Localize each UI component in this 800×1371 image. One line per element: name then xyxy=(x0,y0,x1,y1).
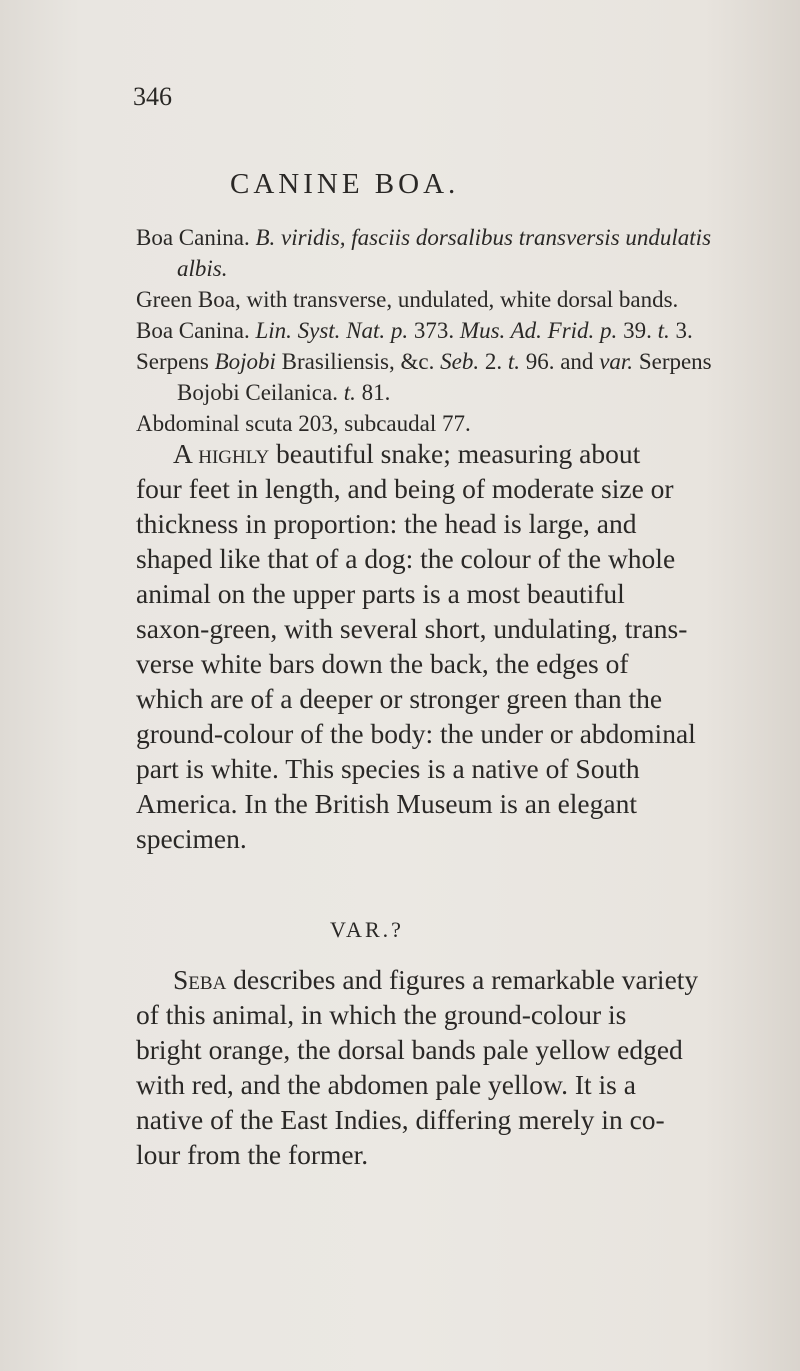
body-text: part is white. This species is a native of South xyxy=(136,753,640,784)
synonymy-line xyxy=(136,346,786,377)
text-line xyxy=(136,506,800,541)
body-text: ground-colour of the body: the under or abdominal xyxy=(136,718,696,749)
variety-paragraph xyxy=(136,962,800,1172)
body-text: native of the East Indies, differing merely in co- xyxy=(136,1104,665,1135)
description-paragraph xyxy=(136,436,800,856)
synonymy-text: Boa Canina. xyxy=(136,225,256,250)
text-line xyxy=(136,786,800,821)
text-line xyxy=(136,1067,800,1102)
body-text: saxon-green, with several short, undulating, trans- xyxy=(136,613,688,644)
synonymy-text: Brasiliensis, &c. xyxy=(275,349,441,374)
body-text: lour from the former. xyxy=(136,1139,369,1170)
synonymy-text: 39. xyxy=(617,318,658,343)
synonymy-text: Abdominal scuta 203, subcaudal 77. xyxy=(136,411,471,436)
synonymy-line xyxy=(136,377,786,408)
synonymy-line xyxy=(136,253,786,284)
small-caps-text: highly xyxy=(198,438,270,469)
body-text: which are of a deeper or stronger green than the xyxy=(136,683,663,714)
text-line xyxy=(136,997,800,1032)
synonymy-line xyxy=(136,222,786,253)
body-text: America. In the British Museum is an elegant xyxy=(136,788,637,819)
page-number: 346 xyxy=(133,82,172,111)
synonymy-text: 96. and xyxy=(519,349,600,374)
text-line xyxy=(136,1102,800,1137)
text-line xyxy=(136,821,800,856)
body-text: bright orange, the dorsal bands pale yellow edged xyxy=(136,1034,683,1065)
italic-text: B. viridis, fasciis dorsalibus transversis undulatis xyxy=(255,225,712,250)
italic-text: t. xyxy=(343,380,356,405)
body-text: specimen. xyxy=(136,823,247,854)
synonymy-text: Bojobi Ceilanica. xyxy=(177,380,344,405)
text-line xyxy=(136,646,800,681)
body-text: with red, and the abdomen pale yellow. It is a xyxy=(136,1069,636,1100)
text-line xyxy=(136,471,800,506)
text-line xyxy=(136,576,800,611)
text-line xyxy=(136,716,800,751)
synonymy-text: Serpens xyxy=(136,349,215,374)
synonymy-block xyxy=(136,222,786,439)
body-text: describes and figures a remarkable variety xyxy=(226,964,699,995)
synonymy-text: 3. xyxy=(669,318,693,343)
italic-text: Bojobi xyxy=(214,349,276,374)
text-line xyxy=(136,1137,800,1172)
synonymy-text: Serpens xyxy=(633,349,712,374)
text-line xyxy=(136,681,800,716)
italic-text: albis. xyxy=(177,256,228,281)
italic-text: t. xyxy=(507,349,520,374)
synonymy-text: 373. xyxy=(408,318,460,343)
synonymy-text: Green Boa, with transverse, undulated, white dorsal bands. xyxy=(136,287,679,312)
body-text: animal on the upper parts is a most beautiful xyxy=(136,578,625,609)
body-text: beautiful snake; measuring about xyxy=(269,438,641,469)
body-text: four feet in length, and being of moderate size or xyxy=(136,473,674,504)
body-text: thickness in proportion: the head is large, and xyxy=(136,508,637,539)
text-line xyxy=(136,436,800,471)
synonymy-line xyxy=(136,408,786,439)
synonymy-text: 2. xyxy=(479,349,508,374)
text-line xyxy=(136,611,800,646)
body-text: of this animal, in which the ground-colour is xyxy=(136,999,627,1030)
italic-text: t. xyxy=(657,318,670,343)
text-line xyxy=(136,1032,800,1067)
italic-text: Mus. Ad. Frid. p. xyxy=(459,318,618,343)
synonymy-text: Boa Canina. xyxy=(136,318,256,343)
synonymy-text: 81. xyxy=(355,380,391,405)
variety-heading: VAR.? xyxy=(330,917,404,942)
text-line xyxy=(136,962,800,997)
running-title: CANINE BOA. xyxy=(230,168,460,200)
text-line xyxy=(136,751,800,786)
body-text: verse white bars down the back, the edges of xyxy=(136,648,629,679)
body-text: A xyxy=(173,438,199,469)
small-caps-text: Seba xyxy=(173,964,227,995)
italic-text: var. xyxy=(599,349,634,374)
italic-text: Lin. Syst. Nat. p. xyxy=(255,318,409,343)
text-line xyxy=(136,541,800,576)
synonymy-line xyxy=(136,315,786,346)
italic-text: Seb. xyxy=(440,349,480,374)
synonymy-line xyxy=(136,284,786,315)
body-text: shaped like that of a dog: the colour of the whole xyxy=(136,543,676,574)
